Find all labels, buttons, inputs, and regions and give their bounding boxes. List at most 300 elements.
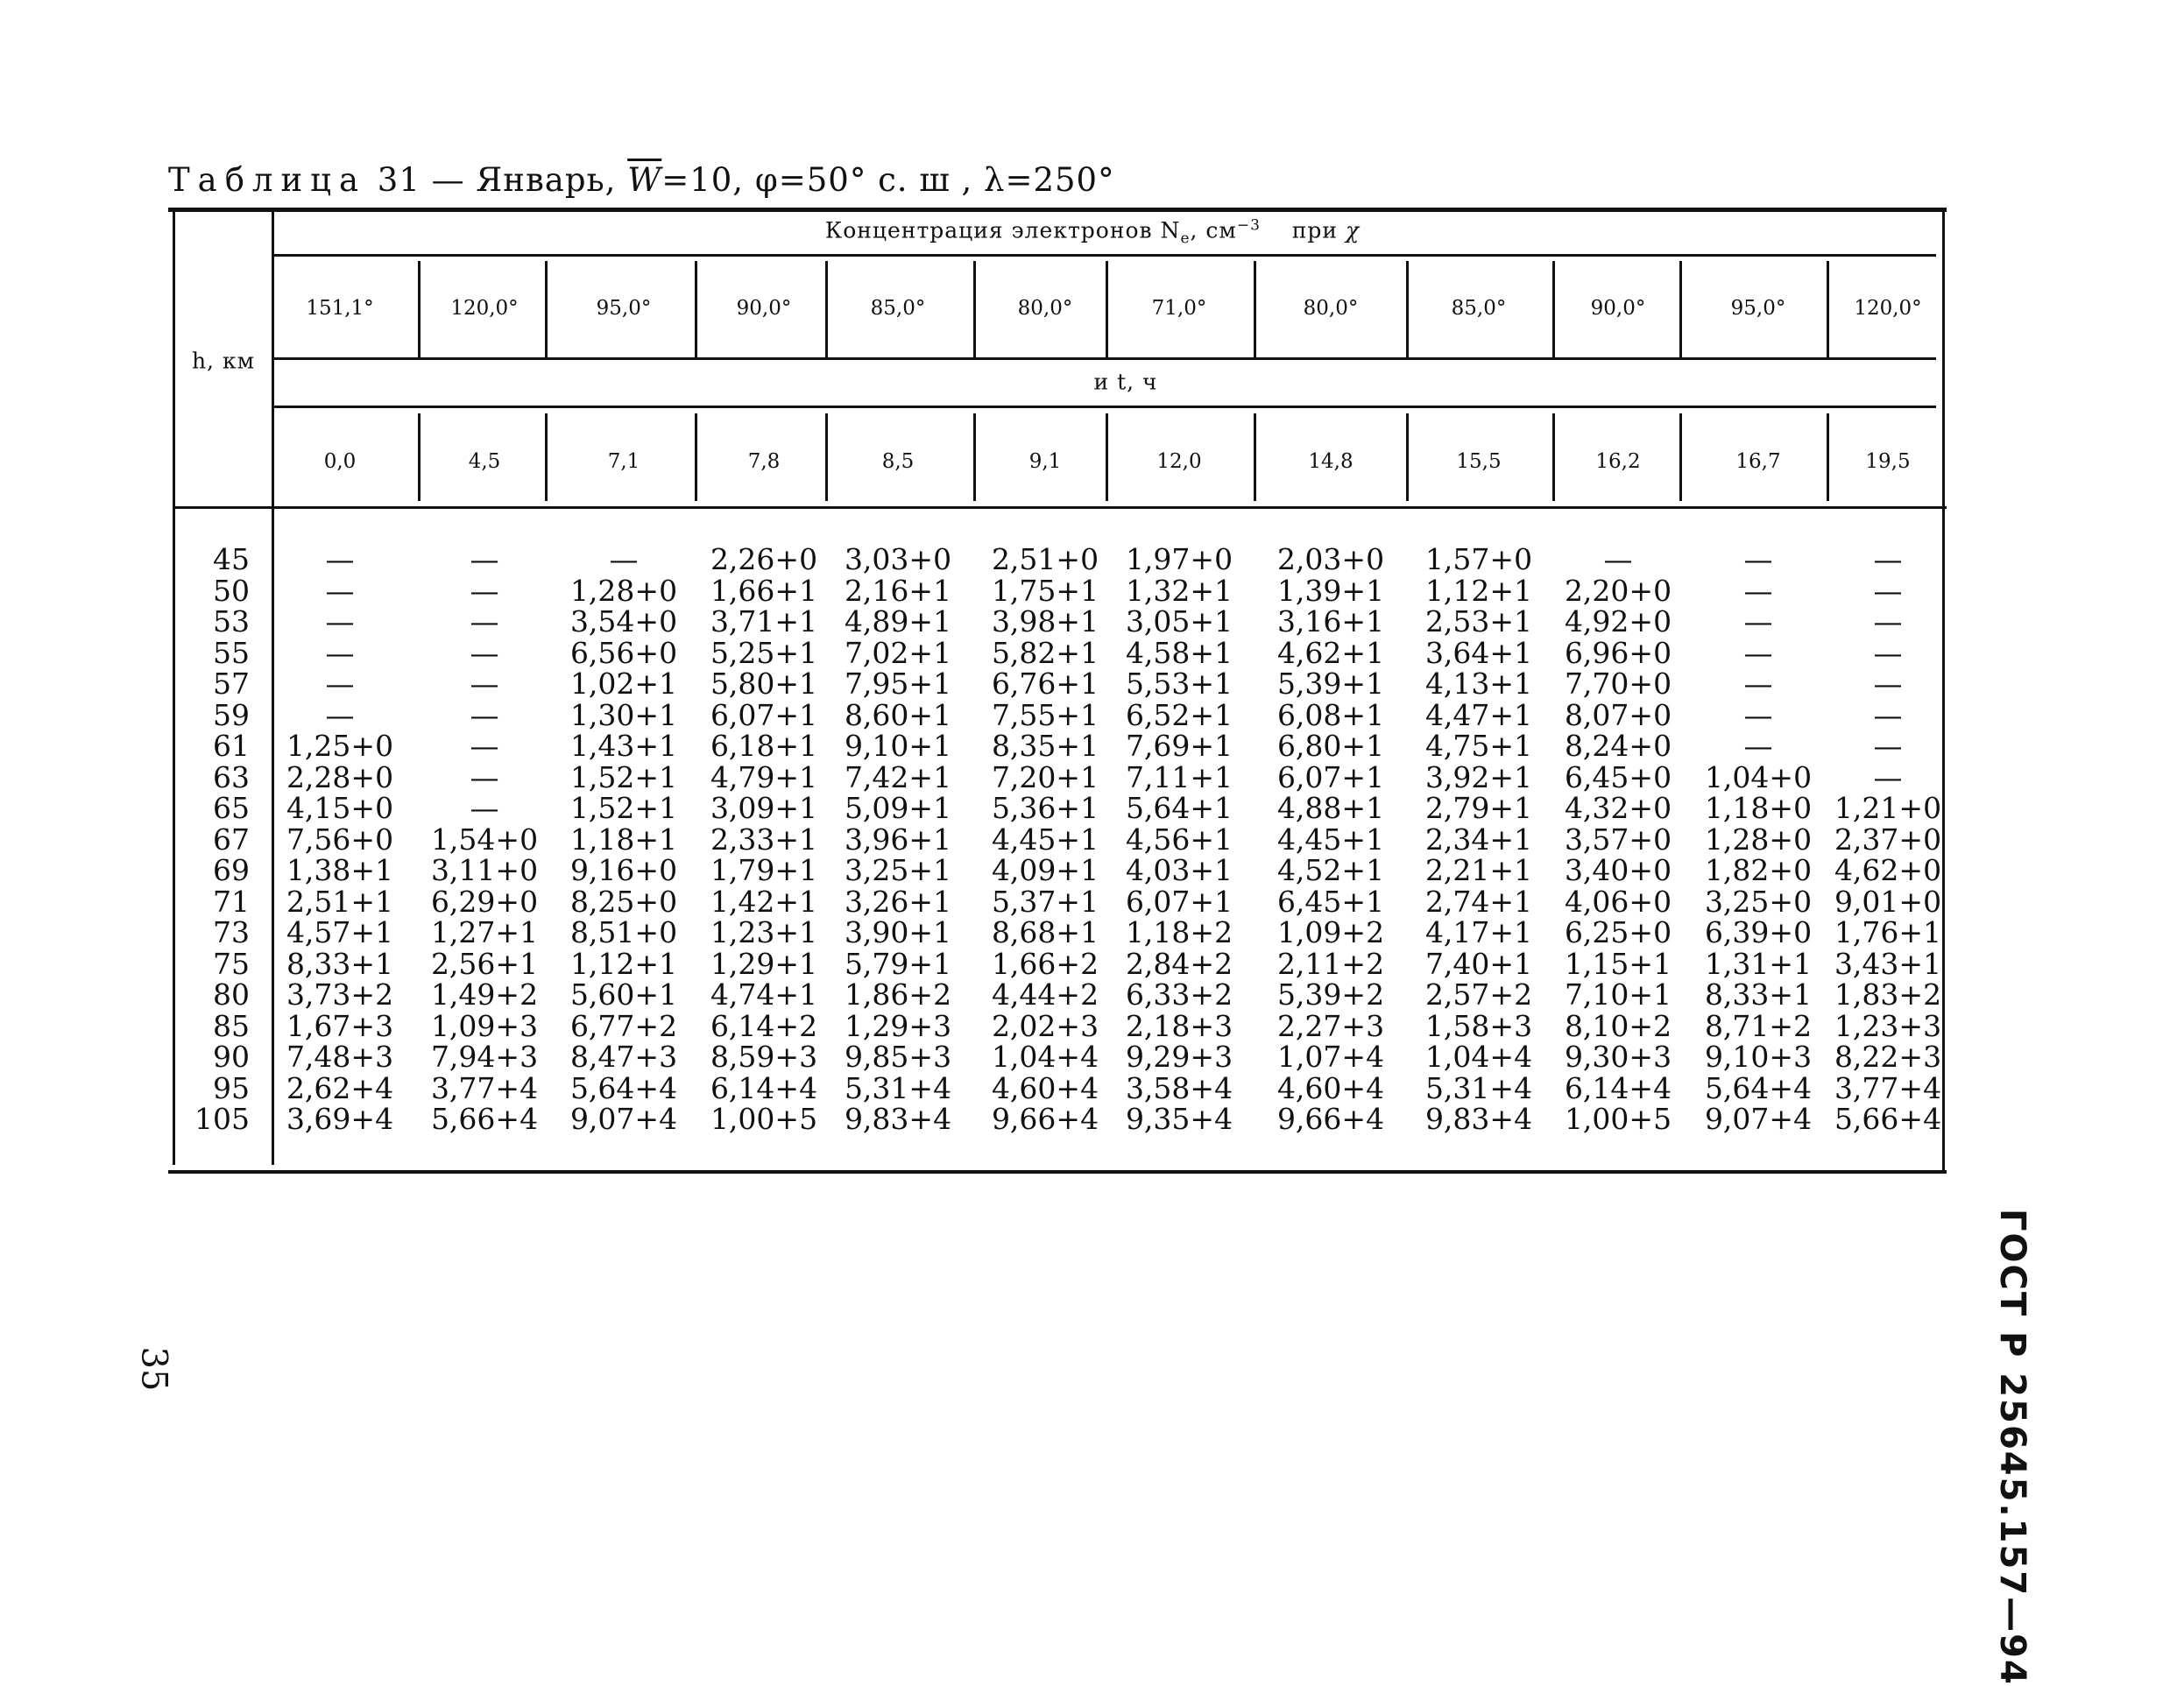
table-cell: 1,54+0	[430, 822, 539, 857]
header-column-divider	[418, 413, 421, 501]
caption-part-1: 31 — Январь,	[366, 161, 628, 199]
table-cell: 7,56+0	[286, 822, 394, 857]
table-cell: 4,89+1	[844, 604, 952, 638]
table-cell: 1,04+4	[991, 1040, 1099, 1074]
table-cell: 3,57+0	[1564, 822, 1672, 857]
header-time: 12,0	[1156, 450, 1202, 473]
table-cell: 5,39+1	[1276, 667, 1385, 701]
table-cell: 9,07+4	[569, 1102, 678, 1136]
table-cell: —	[470, 729, 499, 763]
table-cell: 2,02+3	[991, 1008, 1099, 1043]
table-cell: 4,60+4	[1276, 1070, 1385, 1105]
table-cell: 1,12+1	[569, 946, 678, 981]
header-column-divider	[545, 413, 548, 501]
table-cell: 1,42+1	[710, 884, 818, 919]
header-column-divider	[1552, 413, 1555, 501]
table-cell: 1,23+1	[710, 915, 818, 949]
table-cell: 1,04+4	[1424, 1040, 1533, 1074]
table-cell: 1,31+1	[1704, 946, 1813, 981]
table-cell: —	[325, 542, 355, 576]
table-cell: 4,09+1	[991, 853, 1099, 887]
row-altitude: 65	[213, 791, 250, 825]
table-cell: —	[470, 791, 499, 825]
table-cell: 5,31+4	[844, 1070, 952, 1105]
table-cell: 3,05+1	[1125, 604, 1233, 638]
row-altitude: 69	[213, 853, 250, 887]
table-cell: 2,62+4	[286, 1070, 394, 1105]
table-cell: 4,15+0	[286, 791, 394, 825]
table-cell: 1,29+1	[710, 946, 818, 981]
header-angle: 90,0°	[736, 297, 792, 320]
table-cell: 2,11+2	[1276, 946, 1385, 981]
header-column-divider	[695, 261, 697, 357]
table-cell: 8,33+1	[286, 946, 394, 981]
table-cell: —	[1873, 759, 1903, 794]
concentration-superscript: −3	[1236, 216, 1261, 235]
table-cell: 9,10+1	[844, 729, 952, 763]
table-cell: 5,25+1	[710, 635, 818, 670]
table-cell: 1,39+1	[1276, 573, 1385, 608]
table-cell: 2,84+2	[1125, 946, 1233, 981]
table-cell: 5,80+1	[710, 667, 818, 701]
table-cell: 4,13+1	[1424, 667, 1533, 701]
caption-part-2: =10, φ=50° с. ш , λ=250°	[661, 161, 1115, 199]
table-bottom-rule	[168, 1170, 1947, 1174]
header-column-divider	[1106, 413, 1108, 501]
table-cell: 7,95+1	[844, 667, 952, 701]
row-altitude: 67	[213, 822, 250, 857]
row-altitude: 53	[213, 604, 250, 638]
table-cell: 3,92+1	[1424, 759, 1533, 794]
row-altitude: 80	[213, 977, 250, 1012]
table-cell: 2,27+3	[1276, 1008, 1385, 1043]
table-cell: 2,74+1	[1424, 884, 1533, 919]
table-cell: 1,75+1	[991, 573, 1099, 608]
table-cell: 3,73+2	[286, 977, 394, 1012]
header-column-divider	[1254, 413, 1256, 501]
row-altitude: 90	[213, 1040, 250, 1074]
table-cell: 3,69+4	[286, 1102, 394, 1136]
table-cell: 5,31+4	[1424, 1070, 1533, 1105]
table-cell: 2,28+0	[286, 759, 394, 794]
table-top-rule	[168, 208, 1947, 212]
table-cell: 6,29+0	[430, 884, 539, 919]
table-cell: 6,08+1	[1276, 697, 1385, 732]
table-cell: —	[325, 667, 355, 701]
row-altitude: 95	[213, 1070, 250, 1105]
header-time: 15,5	[1456, 450, 1502, 473]
table-cell: 2,26+0	[710, 542, 818, 576]
table-cell: 3,77+4	[430, 1070, 539, 1105]
header-angle: 71,0°	[1151, 297, 1207, 320]
table-cell: 7,42+1	[844, 759, 952, 794]
table-cell: 4,60+4	[991, 1070, 1099, 1105]
row-altitude: 73	[213, 915, 250, 949]
row-altitude: 85	[213, 1008, 250, 1043]
header-column-divider	[1106, 261, 1108, 357]
table-cell: —	[325, 635, 355, 670]
table-cell: 2,51+1	[286, 884, 394, 919]
table-cell: 4,17+1	[1424, 915, 1533, 949]
row-altitude: 55	[213, 635, 250, 670]
table-cell: 8,35+1	[991, 729, 1099, 763]
table-cell: 1,79+1	[710, 853, 818, 887]
table-cell: —	[325, 573, 355, 608]
header-column-divider	[1827, 413, 1829, 501]
table-cell: 6,56+0	[569, 635, 678, 670]
table-cell: 1,43+1	[569, 729, 678, 763]
table-cell: 4,44+2	[991, 977, 1099, 1012]
table-cell: 4,57+1	[286, 915, 394, 949]
table-cell: —	[1603, 542, 1633, 576]
table-cell: 6,76+1	[991, 667, 1099, 701]
table-cell: 1,52+1	[569, 759, 678, 794]
table-cell: 1,97+0	[1125, 542, 1233, 576]
table-cell: —	[470, 604, 499, 638]
header-angle: 120,0°	[1854, 297, 1922, 320]
table-cell: 8,47+3	[569, 1040, 678, 1074]
table-cell: 9,35+4	[1125, 1102, 1233, 1136]
table-cell: 3,64+1	[1424, 635, 1533, 670]
table-cell: 1,58+3	[1424, 1008, 1533, 1043]
gost-document-number: ГОСТ Р 25645.157—94	[1992, 1209, 2032, 1686]
table-cell: 5,53+1	[1125, 667, 1233, 701]
concentration-subscript: e	[1180, 229, 1191, 248]
table-cell: 1,02+1	[569, 667, 678, 701]
table-cell: 4,32+0	[1564, 791, 1672, 825]
table-cell: 1,07+4	[1276, 1040, 1385, 1074]
table-cell: 1,38+1	[286, 853, 394, 887]
table-cell: 6,96+0	[1564, 635, 1672, 670]
table-cell: 3,98+1	[991, 604, 1099, 638]
header-column-divider	[1254, 261, 1256, 357]
table-cell: 1,57+0	[1424, 542, 1533, 576]
table-cell: 1,23+3	[1834, 1008, 1942, 1043]
header-time: 7,8	[747, 450, 781, 473]
table-cell: —	[470, 573, 499, 608]
table-cell: 8,71+2	[1704, 1008, 1813, 1043]
table-cell: 4,75+1	[1424, 729, 1533, 763]
table-cell: 3,26+1	[844, 884, 952, 919]
table-cell: 3,43+1	[1834, 946, 1942, 981]
table-cell: 2,16+1	[844, 573, 952, 608]
table-cell: 1,83+2	[1834, 977, 1942, 1012]
table-cell: 7,69+1	[1125, 729, 1233, 763]
table-cell: 9,01+0	[1834, 884, 1942, 919]
header-angle: 85,0°	[870, 297, 926, 320]
header-time: 19,5	[1865, 450, 1911, 473]
table-cell: 2,34+1	[1424, 822, 1533, 857]
header-column-divider	[1827, 261, 1829, 357]
table-cell: 6,39+0	[1704, 915, 1813, 949]
table-cell: 5,60+1	[569, 977, 678, 1012]
table-cell: 7,40+1	[1424, 946, 1533, 981]
table-cell: 1,00+5	[710, 1102, 818, 1136]
table-cell: —	[1743, 635, 1773, 670]
table-cell: 9,66+4	[991, 1102, 1099, 1136]
table-cell: 4,92+0	[1564, 604, 1672, 638]
table-cell: 3,90+1	[844, 915, 952, 949]
header-column-divider	[825, 413, 828, 501]
table-cell: 8,10+2	[1564, 1008, 1672, 1043]
table-cell: 9,30+3	[1564, 1040, 1672, 1074]
table-cell: 1,18+2	[1125, 915, 1233, 949]
table-cell: 4,52+1	[1276, 853, 1385, 887]
table-cell: 1,82+0	[1704, 853, 1813, 887]
header-angle: 95,0°	[1730, 297, 1786, 320]
header-time: 16,7	[1735, 450, 1781, 473]
table-cell: 7,11+1	[1125, 759, 1233, 794]
table-cell: 2,79+1	[1424, 791, 1533, 825]
concentration-unit: , см	[1190, 217, 1237, 243]
table-cell: 9,66+4	[1276, 1102, 1385, 1136]
table-cell: 1,52+1	[569, 791, 678, 825]
table-cell: 8,25+0	[569, 884, 678, 919]
table-cell: 5,09+1	[844, 791, 952, 825]
table-cell: 1,30+1	[569, 697, 678, 732]
table-cell: 2,21+1	[1424, 853, 1533, 887]
table-cell: 6,33+2	[1125, 977, 1233, 1012]
table-cell: —	[325, 697, 355, 732]
row-altitude: 57	[213, 667, 250, 701]
table-cell: 6,45+1	[1276, 884, 1385, 919]
table-cell: 1,27+1	[430, 915, 539, 949]
header-column-divider	[1679, 261, 1682, 357]
table-cell: 5,66+4	[430, 1102, 539, 1136]
table-cell: 3,03+0	[844, 542, 952, 576]
table-cell: 5,36+1	[991, 791, 1099, 825]
table-cell: 9,07+4	[1704, 1102, 1813, 1136]
header-rule-2	[273, 357, 1936, 360]
table-cell: 5,79+1	[844, 946, 952, 981]
table-cell: 2,20+0	[1564, 573, 1672, 608]
table-cell: 1,29+3	[844, 1008, 952, 1043]
row-altitude: 45	[213, 542, 250, 576]
row-altitude: 75	[213, 946, 250, 981]
table-cell: 1,09+2	[1276, 915, 1385, 949]
table-cell: 1,18+1	[569, 822, 678, 857]
header-angle: 80,0°	[1017, 297, 1073, 320]
header-column-divider	[695, 413, 697, 501]
table-cell: 8,33+1	[1704, 977, 1813, 1012]
table-cell: —	[1873, 667, 1903, 701]
table-cell: 7,48+3	[286, 1040, 394, 1074]
header-column-divider	[973, 413, 976, 501]
table-cell: 9,29+3	[1125, 1040, 1233, 1074]
table-cell: 1,28+0	[1704, 822, 1813, 857]
table-cell: 2,51+0	[991, 542, 1099, 576]
table-cell: 6,52+1	[1125, 697, 1233, 732]
header-angle: 80,0°	[1303, 297, 1359, 320]
table-cell: 2,33+1	[710, 822, 818, 857]
table-cell: 2,37+0	[1834, 822, 1942, 857]
table-cell: 8,68+1	[991, 915, 1099, 949]
row-altitude: 105	[194, 1102, 250, 1136]
table-cell: 5,64+4	[569, 1070, 678, 1105]
table-cell: 5,82+1	[991, 635, 1099, 670]
table-cell: 6,25+0	[1564, 915, 1672, 949]
table-cell: 4,56+1	[1125, 822, 1233, 857]
table-cell: 4,06+0	[1564, 884, 1672, 919]
row-altitude: 50	[213, 573, 250, 608]
table-cell: —	[1743, 729, 1773, 763]
table-cell: 4,74+1	[710, 977, 818, 1012]
header-angle: 151,1°	[306, 297, 374, 320]
table-cell: 6,18+1	[710, 729, 818, 763]
table-cell: —	[470, 759, 499, 794]
header-time: 8,5	[881, 450, 915, 473]
table-cell: 6,07+1	[1125, 884, 1233, 919]
table-cell: 4,45+1	[1276, 822, 1385, 857]
concentration-label: Концентрация электронов N	[824, 217, 1181, 243]
table-cell: 8,07+0	[1564, 697, 1672, 732]
table-cell: —	[1743, 697, 1773, 732]
header-time: 4,5	[468, 450, 501, 473]
table-cell: —	[1873, 542, 1903, 576]
header-column-divider	[1406, 261, 1409, 357]
page-number: 35	[133, 1346, 174, 1392]
table-cell: 3,25+0	[1704, 884, 1813, 919]
table-cell: 1,09+3	[430, 1008, 539, 1043]
table-cell: 6,14+4	[1564, 1070, 1672, 1105]
table-cell: 8,59+3	[710, 1040, 818, 1074]
table-cell: —	[470, 697, 499, 732]
table-cell: 6,45+0	[1564, 759, 1672, 794]
header-time: 9,1	[1028, 450, 1062, 473]
table-cell: 3,77+4	[1834, 1070, 1942, 1105]
caption-label: Таблица	[168, 161, 367, 199]
row-altitude: 63	[213, 759, 250, 794]
table-cell: —	[1873, 635, 1903, 670]
row-altitude: 59	[213, 697, 250, 732]
table-cell: —	[470, 667, 499, 701]
table-cell: 2,57+2	[1424, 977, 1533, 1012]
table-cell: 4,62+0	[1834, 853, 1942, 887]
row-altitude: 71	[213, 884, 250, 919]
table-cell: 1,67+3	[286, 1008, 394, 1043]
table-cell: 1,21+0	[1834, 791, 1942, 825]
header-time: 0,0	[323, 450, 357, 473]
table-cell: 4,47+1	[1424, 697, 1533, 732]
table-cell: 7,02+1	[844, 635, 952, 670]
table-cell: —	[325, 604, 355, 638]
table-cell: 1,66+1	[710, 573, 818, 608]
caption-w-symbol: $\overline{W}$	[627, 161, 662, 199]
table-cell: 6,77+2	[569, 1008, 678, 1043]
table-cell: 1,04+0	[1704, 759, 1813, 794]
table-cell: 3,25+1	[844, 853, 952, 887]
table-cell: —	[1743, 573, 1773, 608]
header-column-divider	[973, 261, 976, 357]
header-rule-3	[273, 406, 1936, 408]
table-left-border	[173, 210, 175, 1165]
table-cell: 3,09+1	[710, 791, 818, 825]
table-cell: 3,40+0	[1564, 853, 1672, 887]
and-t-header: и t, ч	[1093, 369, 1158, 395]
table-cell: 5,37+1	[991, 884, 1099, 919]
table-cell: —	[1743, 542, 1773, 576]
table-cell: 6,07+1	[1276, 759, 1385, 794]
table-cell: 1,66+2	[991, 946, 1099, 981]
table-cell: 7,10+1	[1564, 977, 1672, 1012]
table-cell: 7,55+1	[991, 697, 1099, 732]
chi-symbol: χ	[1346, 217, 1361, 243]
table-cell: 7,20+1	[991, 759, 1099, 794]
table-cell: —	[1743, 604, 1773, 638]
table-cell: —	[1743, 667, 1773, 701]
table-cell: 8,24+0	[1564, 729, 1672, 763]
table-cell: 1,86+2	[844, 977, 952, 1012]
table-cell: 2,03+0	[1276, 542, 1385, 576]
table-cell: —	[1873, 573, 1903, 608]
header-column-divider	[418, 261, 421, 357]
header-angle: 120,0°	[450, 297, 519, 320]
table-cell: 1,49+2	[430, 977, 539, 1012]
table-cell: 3,54+0	[569, 604, 678, 638]
table-cell: 3,11+0	[430, 853, 539, 887]
table-caption	[168, 161, 1115, 199]
header-column-divider	[1406, 413, 1409, 501]
table-cell: —	[1873, 604, 1903, 638]
table-cell: 2,18+3	[1125, 1008, 1233, 1043]
table-cell: 4,79+1	[710, 759, 818, 794]
concentration-header	[825, 216, 1360, 247]
table-cell: 6,14+4	[710, 1070, 818, 1105]
table-cell: 2,56+1	[430, 946, 539, 981]
table-cell: 9,83+4	[844, 1102, 952, 1136]
header-bottom-rule	[173, 506, 1947, 509]
table-cell: 1,28+0	[569, 573, 678, 608]
table-cell: 6,07+1	[710, 697, 818, 732]
table-cell: —	[1873, 729, 1903, 763]
table-cell: 7,94+3	[430, 1040, 539, 1074]
table-cell: 3,16+1	[1276, 604, 1385, 638]
table-cell: 1,32+1	[1125, 573, 1233, 608]
table-cell: 1,76+1	[1834, 915, 1942, 949]
table-cell: 4,03+1	[1125, 853, 1233, 887]
table-cell: 1,15+1	[1564, 946, 1672, 981]
header-rule-1	[273, 254, 1936, 257]
table-cell: 5,39+2	[1276, 977, 1385, 1012]
table-cell: 1,12+1	[1424, 573, 1533, 608]
table-cell: 5,66+4	[1834, 1102, 1942, 1136]
table-cell: 4,45+1	[991, 822, 1099, 857]
header-angle: 95,0°	[596, 297, 652, 320]
table-cell: —	[470, 542, 499, 576]
concentration-at: при	[1291, 217, 1339, 243]
header-angle: 90,0°	[1590, 297, 1646, 320]
table-cell: 2,53+1	[1424, 604, 1533, 638]
table-cell: 6,80+1	[1276, 729, 1385, 763]
h-column-header: h, км	[191, 348, 256, 374]
table-cell: 4,58+1	[1125, 635, 1233, 670]
table-cell: —	[609, 542, 639, 576]
table-cell: 3,58+4	[1125, 1070, 1233, 1105]
table-cell: 3,96+1	[844, 822, 952, 857]
header-angle: 85,0°	[1451, 297, 1507, 320]
table-cell: 8,60+1	[844, 697, 952, 732]
table-cell: 5,64+1	[1125, 791, 1233, 825]
table-cell: 7,70+0	[1564, 667, 1672, 701]
table-cell: 1,18+0	[1704, 791, 1813, 825]
header-column-divider	[1679, 413, 1682, 501]
header-column-divider	[825, 261, 828, 357]
table-cell: 4,62+1	[1276, 635, 1385, 670]
table-cell: 9,83+4	[1424, 1102, 1533, 1136]
table-cell: 5,64+4	[1704, 1070, 1813, 1105]
table-cell: 3,71+1	[710, 604, 818, 638]
table-cell: 9,16+0	[569, 853, 678, 887]
